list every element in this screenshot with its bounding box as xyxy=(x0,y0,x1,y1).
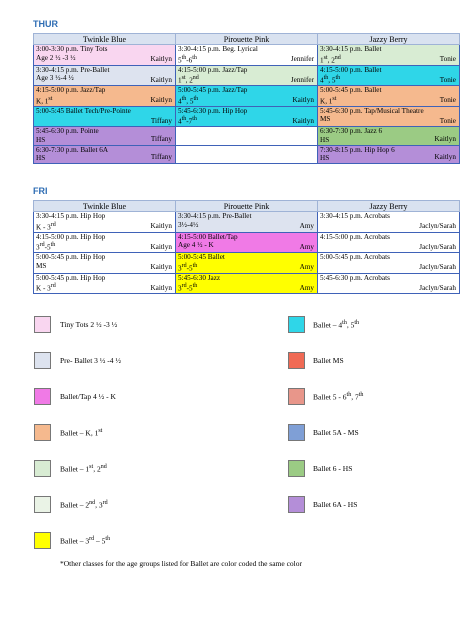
instructor-name: Kaitlyn xyxy=(150,242,172,251)
table-header-row xyxy=(34,201,460,212)
class-cell xyxy=(176,253,318,274)
class-age-group: HS xyxy=(320,154,330,163)
class-time-title: 4:15-5:00 Ballet/Tap xyxy=(178,232,238,241)
class-age-group: 4th, 5th xyxy=(320,75,341,85)
class-time-title: 7:30-8:15 p.m. Hip Hop 6 xyxy=(320,145,395,154)
class-cell xyxy=(176,127,318,145)
class-cell xyxy=(34,232,176,253)
table-row xyxy=(34,273,460,294)
class-time-title: 5:00-5:45 p.m. Hip Hop xyxy=(36,253,106,262)
instructor-name: Kaitlyn xyxy=(150,263,172,272)
legend-label: Ballet – K, 1st xyxy=(60,428,103,438)
class-time-title: 5:00-5:45 Ballet xyxy=(178,253,225,262)
class-cell xyxy=(34,86,176,107)
table-header-row xyxy=(34,34,460,45)
footnote: *Other classes for the age groups listed for Ballet are color coded the same color xyxy=(60,559,302,568)
class-cell xyxy=(34,106,176,127)
class-cell xyxy=(318,145,460,163)
class-time-title: 3:30-4:15 p.m. Ballet xyxy=(320,45,382,53)
class-age-group: Age 4 ½ - K xyxy=(178,241,214,250)
class-time-title: 3:30-4:15 p.m. Pre-Ballet xyxy=(36,65,110,74)
instructor-name: Tonie xyxy=(439,54,456,63)
instructor-name: Kaitlyn xyxy=(292,116,314,125)
class-time-title: 5:00-5:45 p.m. Ballet xyxy=(320,86,382,95)
legend-swatch xyxy=(34,460,51,477)
class-cell xyxy=(176,145,318,163)
class-age-group: 3rd-5th xyxy=(178,262,198,273)
instructor-name: Jaclyn/Sarah xyxy=(419,263,456,272)
class-time-title: 5:45-6:30 Jazz xyxy=(178,273,221,282)
instructor-name: Kaitlyn xyxy=(150,75,172,84)
class-age-group: MS xyxy=(320,115,331,124)
class-age-group: K - 3rd xyxy=(36,283,56,293)
class-age-group: Age 3 ½-4 ½ xyxy=(36,74,74,83)
class-cell xyxy=(34,45,176,66)
legend-label: Ballet 6 - HS xyxy=(313,464,353,473)
class-age-group: MS xyxy=(36,261,47,270)
class-cell xyxy=(318,253,460,274)
class-age-group: 4th-7th xyxy=(178,116,197,126)
legend-swatch xyxy=(34,532,51,549)
class-cell xyxy=(318,86,460,107)
class-time-title: 5:00-5:45 p.m. Jazz/Tap xyxy=(178,86,248,95)
friday-schedule-table xyxy=(33,200,460,294)
friday-heading: FRI xyxy=(33,186,48,196)
column-header: Pirouette Pink xyxy=(176,201,318,212)
class-age-group: Age 2 ½ -3 ½ xyxy=(36,53,76,62)
class-age-group: HS xyxy=(36,135,46,144)
class-age-group: 1st, 2nd xyxy=(178,75,199,85)
instructor-name: Tonie xyxy=(439,75,456,84)
legend-swatch xyxy=(34,496,51,513)
legend-label: Pre- Ballet 3 ½ -4 ½ xyxy=(60,356,122,365)
class-time-title: 5:45-6:30 p.m. Pointe xyxy=(36,127,99,136)
instructor-name: Amy xyxy=(299,283,314,292)
class-age-group: 3rd-5th xyxy=(36,242,56,252)
class-cell xyxy=(318,273,460,294)
class-time-title: 5:45-6:30 p.m. Acrobats xyxy=(320,273,390,282)
legend-label: Ballet/Tap 4 ½ - K xyxy=(60,392,116,401)
legend-swatch xyxy=(288,352,305,369)
class-age-group: 4th, 5th xyxy=(178,95,199,106)
class-cell xyxy=(318,232,460,253)
thursday-schedule-table xyxy=(33,33,460,164)
instructor-name: Kaitlyn xyxy=(150,221,172,230)
class-age-group: 3½-4½ xyxy=(178,220,199,229)
class-cell xyxy=(34,273,176,294)
class-age-group: K, 1st xyxy=(36,95,53,106)
table-row xyxy=(34,106,460,127)
column-header: Twinkle Blue xyxy=(34,34,176,45)
class-time-title: 4:15-5:00 p.m. Ballet xyxy=(320,65,382,74)
instructor-name: Jaclyn/Sarah xyxy=(419,242,456,251)
legend-label: Ballet MS xyxy=(313,356,344,365)
class-cell xyxy=(318,212,460,233)
class-time-title: 5:45-6:30 p.m. Tap/Musical Theatre xyxy=(320,106,424,115)
class-age-group: HS xyxy=(36,154,46,163)
class-cell xyxy=(318,45,460,66)
instructor-name: Tiffany xyxy=(150,153,172,162)
instructor-name: Jennifer xyxy=(290,54,314,63)
legend-label: Ballet – 4th, 5th xyxy=(313,320,360,330)
instructor-name: Kaitlyn xyxy=(434,134,456,143)
instructor-name: Amy xyxy=(299,221,314,230)
class-time-title: 5:00-5:45 p.m. Hip Hop xyxy=(36,273,106,282)
instructor-name: Kaitlyn xyxy=(150,96,172,105)
legend-label: Ballet – 2nd, 3rd xyxy=(60,500,108,510)
class-age-group: 1st, 2nd xyxy=(320,54,341,64)
class-cell xyxy=(34,212,176,233)
instructor-name: Amy xyxy=(299,263,314,272)
instructor-name: Kaitlyn xyxy=(150,283,172,292)
legend-swatch xyxy=(34,316,51,333)
class-time-title: 4:15-5:00 p.m. Hip Hop xyxy=(36,232,106,241)
class-time-title: 5:00-5:45 Ballet Tech/Pre-Pointe xyxy=(36,106,131,115)
class-cell xyxy=(176,212,318,233)
class-cell xyxy=(176,45,318,66)
legend-swatch xyxy=(34,424,51,441)
column-header: Twinkle Blue xyxy=(34,201,176,212)
class-time-title: 4:15-5:00 p.m. Jazz/Tap xyxy=(178,65,248,74)
instructor-name: Kaitlyn xyxy=(292,96,314,105)
class-cell xyxy=(34,253,176,274)
table-row xyxy=(34,253,460,274)
legend-swatch xyxy=(288,460,305,477)
class-time-title: 3:00-3:30 p.m. Tiny Tots xyxy=(36,45,108,53)
table-row xyxy=(34,127,460,145)
legend-swatch xyxy=(288,388,305,405)
instructor-name: Tonie xyxy=(439,96,456,105)
class-cell xyxy=(176,86,318,107)
legend-label: Ballet – 3rd – 5th xyxy=(60,536,111,546)
class-time-title: 5:00-5:45 p.m. Acrobats xyxy=(320,253,390,262)
table-row xyxy=(34,45,460,66)
instructor-name: Jaclyn/Sarah xyxy=(419,221,456,230)
legend-swatch xyxy=(34,388,51,405)
instructor-name: Tiffany xyxy=(150,116,172,125)
table-row xyxy=(34,65,460,86)
instructor-name: Jennifer xyxy=(290,75,314,84)
class-cell xyxy=(176,232,318,253)
class-time-title: 6:30-7:30 p.m. Ballet 6A xyxy=(36,145,109,154)
class-cell xyxy=(318,65,460,86)
class-time-title: 3:30-4:15 p.m. Beg. Lyrical xyxy=(178,45,258,53)
column-header: Jazzy Berry xyxy=(318,201,460,212)
legend-swatch xyxy=(288,316,305,333)
instructor-name: Tonie xyxy=(439,116,456,125)
legend-label: Ballet 5A - MS xyxy=(313,428,359,437)
table-row xyxy=(34,232,460,253)
instructor-name: Kaitlyn xyxy=(434,153,456,162)
legend-label: Ballet 5 - 6th, 7th xyxy=(313,392,364,402)
instructor-name: Jaclyn/Sarah xyxy=(419,283,456,292)
instructor-name: Tiffany xyxy=(150,134,172,143)
thursday-heading: THUR xyxy=(33,19,58,29)
class-time-title: 3:30-4:15 p.m. Pre-Ballet xyxy=(178,212,252,220)
column-header: Pirouette Pink xyxy=(176,34,318,45)
legend-swatch xyxy=(34,352,51,369)
class-age-group: 3rd-5th xyxy=(178,283,198,293)
table-row xyxy=(34,212,460,233)
table-row xyxy=(34,145,460,163)
class-age-group: 5th-6th xyxy=(178,54,197,64)
instructor-name: Kaitlyn xyxy=(150,54,172,63)
class-age-group: HS xyxy=(320,135,330,144)
instructor-name: Amy xyxy=(299,242,314,251)
class-age-group: K, 1st xyxy=(320,95,337,106)
class-time-title: 3:30-4:15 p.m. Hip Hop xyxy=(36,212,106,220)
legend-swatch xyxy=(288,424,305,441)
class-cell xyxy=(34,127,176,145)
legend-swatch xyxy=(288,496,305,513)
class-cell xyxy=(176,273,318,294)
class-cell xyxy=(176,65,318,86)
table-row xyxy=(34,86,460,107)
class-cell xyxy=(318,106,460,127)
class-cell xyxy=(176,106,318,127)
class-cell xyxy=(34,65,176,86)
legend-label: Tiny Tots 2 ½ -3 ½ xyxy=(60,320,118,329)
class-time-title: 3:30-4:15 p.m. Acrobats xyxy=(320,212,390,220)
class-cell xyxy=(318,127,460,145)
legend-label: Ballet – 1st, 2nd xyxy=(60,464,107,474)
class-time-title: 5:45-6:30 p.m. Hip Hop xyxy=(178,106,248,115)
class-time-title: 4:15-5:00 p.m. Acrobats xyxy=(320,232,390,241)
class-time-title: 4:15-5:00 p.m. Jazz/Tap xyxy=(36,86,106,95)
column-header: Jazzy Berry xyxy=(318,34,460,45)
legend-label: Ballet 6A - HS xyxy=(313,500,358,509)
class-age-group: K - 3rd xyxy=(36,221,56,231)
class-cell xyxy=(34,145,176,163)
class-time-title: 6:30-7:30 p.m. Jazz 6 xyxy=(320,127,383,136)
